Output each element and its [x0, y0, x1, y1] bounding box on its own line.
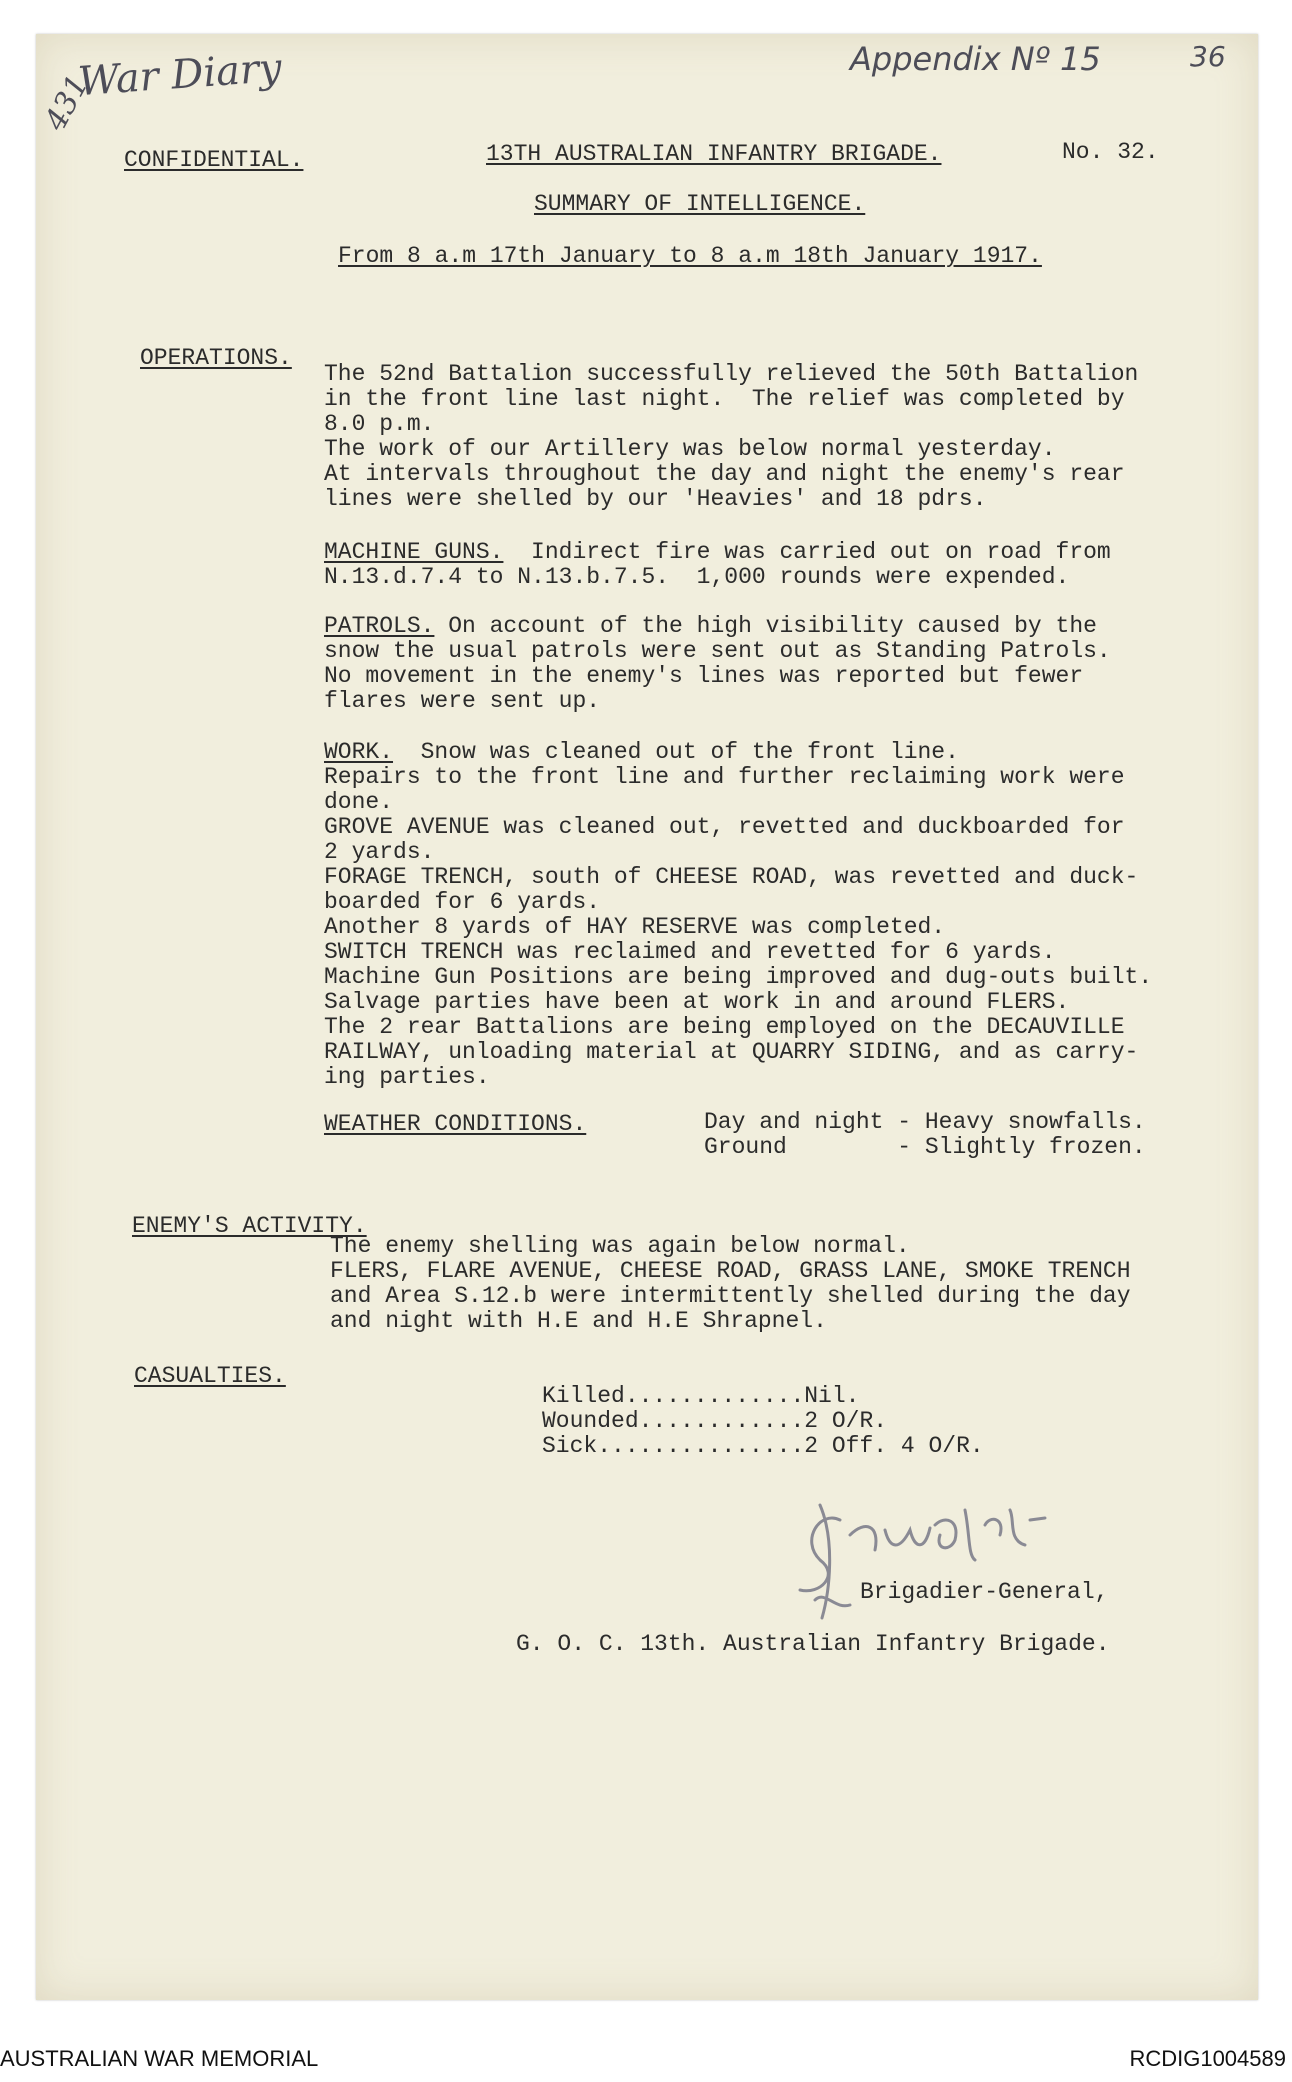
- archive-credit: AUSTRALIAN WAR MEMORIAL: [0, 2046, 319, 2071]
- enemy-activity-line: The enemy shelling was again below normal.: [330, 1233, 910, 1259]
- casualties-heading: CASUALTIES.: [134, 1363, 286, 1389]
- machine-guns-section: [324, 540, 1111, 590]
- folio-number: 36: [1190, 40, 1226, 73]
- casualty-killed: Killed.............Nil.: [542, 1383, 860, 1409]
- brigade-name: 13TH AUSTRALIAN INFANTRY BRIGADE.: [486, 141, 942, 167]
- patrols-line: On account of the high visibility caused by the: [434, 613, 1097, 639]
- patrols-line: snow the usual patrols were sent out as Standing Patrols.: [324, 638, 1111, 664]
- work-line: boarded for 6 yards.: [324, 889, 601, 915]
- signatory-command: G. O. C. 13th. Australian Infantry Brigade.: [516, 1631, 1110, 1657]
- work-line: Repairs to the front line and further reclaiming work were: [324, 764, 1125, 790]
- work-line: Salvage parties have been at work in and around FLERS.: [324, 989, 1070, 1015]
- weather-line: Day and night - Heavy snowfalls.: [704, 1109, 1146, 1135]
- operations-line: 8.0 p.m.: [324, 411, 435, 437]
- work-line: Machine Gun Positions are being improved and dug-outs built.: [324, 964, 1153, 990]
- machine-guns-line: N.13.d.7.4 to N.13.b.7.5. 1,000 rounds were expended.: [324, 564, 1070, 590]
- enemy-activity-line: and night with H.E and H.E Shrapnel.: [330, 1308, 827, 1334]
- operations-body: [324, 362, 1138, 512]
- operations-line: At intervals throughout the day and night the enemy's rear: [324, 461, 1125, 487]
- document-title: SUMMARY OF INTELLIGENCE.: [534, 191, 866, 217]
- enemy-activity-body: [330, 1234, 1131, 1334]
- signatory-title: Brigadier-General,: [860, 1579, 1109, 1605]
- enemy-activity-heading: ENEMY'S ACTIVITY.: [132, 1213, 367, 1239]
- enemy-activity-line: and Area S.12.b were intermittently shelled during the day: [330, 1283, 1131, 1309]
- enemy-activity-line: FLERS, FLARE AVENUE, CHEESE ROAD, GRASS LANE, SMOKE TRENCH: [330, 1258, 1131, 1284]
- appendix-note: Appendix Nº 15: [850, 40, 1101, 78]
- operations-line: The 52nd Battalion successfully relieved the 50th Battalion: [324, 361, 1139, 387]
- operations-line: The work of our Artillery was below normal yesterday.: [324, 436, 1056, 462]
- casualty-sick: Sick...............2 Off. 4 O/R.: [542, 1433, 984, 1459]
- summary-number: No. 32.: [1062, 139, 1159, 165]
- operations-heading: OPERATIONS.: [140, 345, 292, 371]
- weather-heading: WEATHER CONDITIONS.: [324, 1111, 587, 1137]
- weather-conditions: [704, 1110, 1146, 1160]
- operations-line: lines were shelled by our 'Heavies' and 18 pdrs.: [324, 486, 987, 512]
- patrols-section: [324, 614, 1111, 714]
- weather-line: Ground - Slightly frozen.: [704, 1134, 1146, 1160]
- confidential-label: CONFIDENTIAL.: [124, 147, 304, 173]
- patrols-heading: PATROLS.: [324, 613, 435, 639]
- work-line: Another 8 yards of HAY RESERVE was completed.: [324, 914, 946, 940]
- operations-line: in the front line last night. The relief was completed by: [324, 386, 1125, 412]
- patrols-line: No movement in the enemy's lines was reported but fewer: [324, 663, 1084, 689]
- machine-guns-line: Indirect fire was carried out on road from: [503, 539, 1111, 565]
- patrols-line: flares were sent up.: [324, 688, 601, 714]
- work-line: RAILWAY, unloading material at QUARRY SIDING, and as carry-: [324, 1039, 1139, 1065]
- work-line: The 2 rear Battalions are being employed on the DECAUVILLE: [324, 1014, 1125, 1040]
- period: From 8 a.m 17th January to 8 a.m 18th January 1917.: [338, 243, 1042, 269]
- casualties-list: [542, 1384, 984, 1459]
- work-heading: WORK.: [324, 739, 394, 765]
- machine-guns-heading: MACHINE GUNS.: [324, 539, 504, 565]
- work-line: SWITCH TRENCH was reclaimed and revetted for 6 yards.: [324, 939, 1056, 965]
- work-line: FORAGE TRENCH, south of CHEESE ROAD, was revetted and duck-: [324, 864, 1139, 890]
- war-diary-note: War Diary: [76, 44, 284, 106]
- work-line: done.: [324, 789, 394, 815]
- work-line: GROVE AVENUE was cleaned out, revetted and duckboarded for: [324, 814, 1125, 840]
- archive-id: RCDIG1004589: [1129, 2046, 1286, 2071]
- work-line: 2 yards.: [324, 839, 435, 865]
- work-section: [324, 740, 1152, 1090]
- corner-number: 431: [38, 69, 96, 137]
- casualty-wounded: Wounded............2 O/R.: [542, 1408, 888, 1434]
- work-line: Snow was cleaned out of the front line.: [393, 739, 959, 765]
- work-line: ing parties.: [324, 1064, 490, 1090]
- handwritten-signature: [760, 1480, 1060, 1630]
